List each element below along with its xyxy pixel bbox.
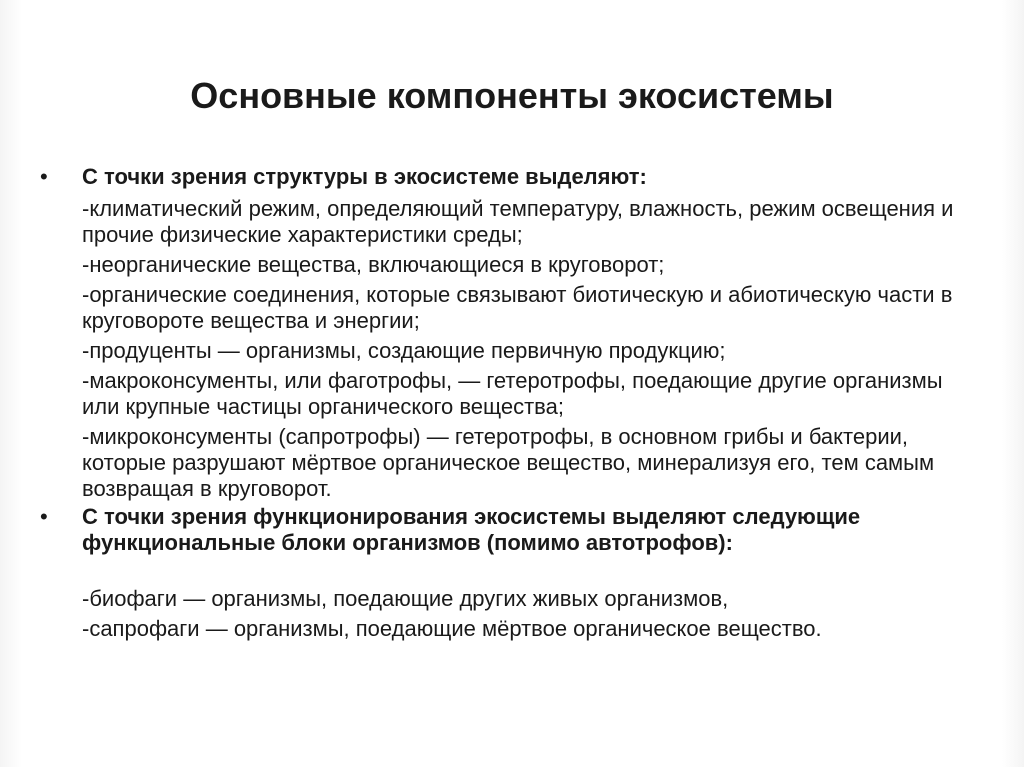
list-item: -продуценты — организмы, создающие первичную продукцию; [82,338,726,363]
list-item: -сапрофаги — организмы, поедающие мёртвое органическое вещество. [82,616,822,641]
list-item: -неорганические вещества, включающиеся в круговорот; [82,252,665,277]
bullet-marker: • [40,164,48,189]
bullet-heading-function: С точки зрения функционирования экосистемы выделяют следующие функциональные блоки организмов (помимо автотрофов): [82,504,861,555]
bullet-heading-structure: С точки зрения структуры в экосистеме выделяют: [82,164,647,189]
bullet-marker: • [40,504,48,529]
list-item: -органические соединения, которые связывают биотическую и абиотическую части в круговороте вещества и энергии; [82,282,953,333]
list-item: -микроконсументы (сапротрофы) — гетеротрофы, в основном грибы и бактерии, которые разрушают мёртвое органическое вещество, минерализуя его, тем самым возвращая в круговорот. [82,424,935,501]
slide-title: Основные компоненты экосистемы [190,75,834,116]
list-item: -биофаги — организмы, поедающие других живых организмов, [82,586,729,611]
list-item: -макроконсументы, или фаготрофы, — гетеротрофы, поедающие другие организмы или крупные частицы органического вещества; [82,368,943,419]
list-item: -климатический режим, определяющий температуру, влажность, режим освещения и прочие физические характеристики среды; [82,196,954,247]
